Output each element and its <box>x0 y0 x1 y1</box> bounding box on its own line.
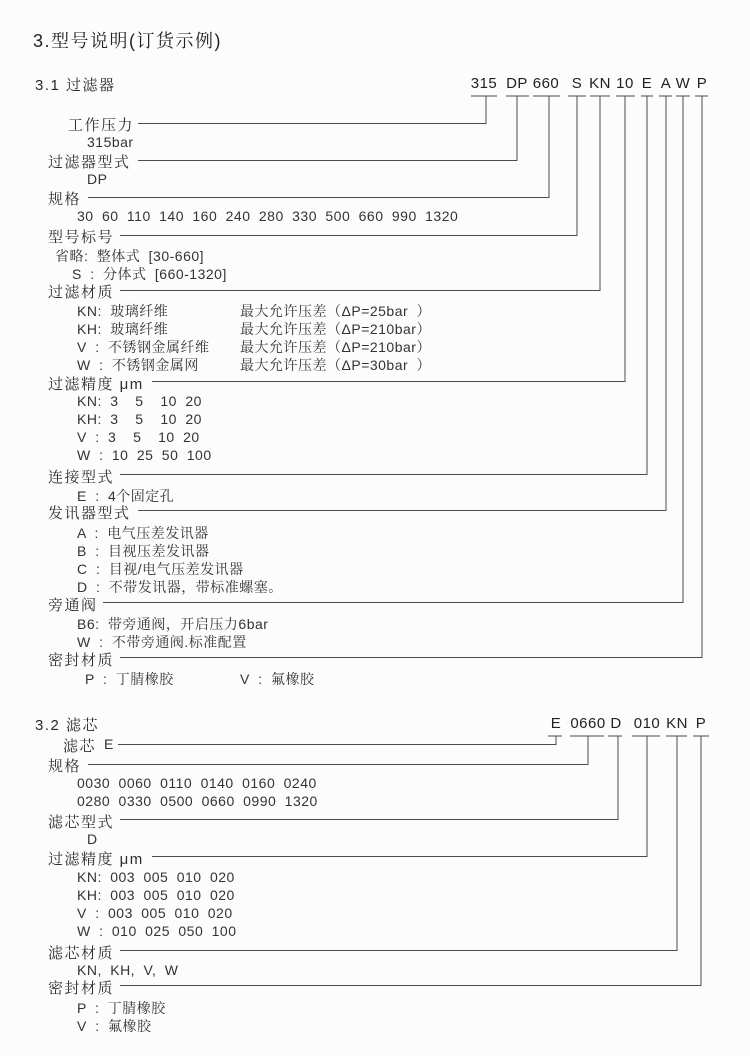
code-seg-conn: E <box>641 75 653 92</box>
code2-seg-type: D <box>610 715 622 732</box>
code2-seg-size: 0660 <box>570 715 606 732</box>
value-indicator-c: C : 目视/电气压差发讯器 <box>77 561 244 577</box>
value-element-code: E <box>104 736 114 752</box>
value-element-material: KN, KH, V, W <box>77 962 179 978</box>
value-media-kn: KN: 玻璃纤维 <box>77 303 169 319</box>
value-filter-type: DP <box>87 171 108 187</box>
leader-p-seal2 <box>120 736 709 986</box>
label-connection-type: 连接型式 <box>48 469 115 486</box>
value-element-type: D <box>87 831 98 847</box>
value-rating-v: V : 3 5 10 20 <box>77 429 200 445</box>
leader-e-element <box>118 736 562 745</box>
code-seg-mark: S <box>571 75 583 92</box>
code2-seg-rating: 010 <box>633 715 661 732</box>
leader-660-size <box>88 96 560 198</box>
value-rating-w: W : 10 25 50 100 <box>77 447 212 463</box>
label-element-rating: 过滤精度 μm <box>48 851 144 868</box>
value-connection-e: E : 4个固定孔 <box>77 488 175 504</box>
label-model-mark: 型号标号 <box>48 229 115 246</box>
value-working-pressure: 315bar <box>87 134 134 150</box>
value-element-rating-kn: KN: 003 005 010 020 <box>77 869 235 885</box>
value-media-v: V : 不锈钢金属纤维 <box>77 339 210 355</box>
value-media-w: W : 不锈钢金属网 <box>77 357 199 373</box>
code-seg-type: DP <box>506 75 528 92</box>
leader-315-pressure <box>138 96 497 124</box>
leader-dp-type <box>138 96 529 161</box>
value-element-seal-p: P : 丁腈橡胶 <box>77 1000 166 1016</box>
value-bypass-b6: B6: 带旁通阀，开启压力6bar <box>77 616 269 632</box>
value-seal-v: V : 氟橡胶 <box>240 671 315 687</box>
leader-0660-size <box>88 736 604 765</box>
code2-seg-material: KN <box>666 715 688 732</box>
value-mark-opt2: S : 分体式 [660-1320] <box>72 266 227 282</box>
code2-seg-seal: P <box>695 715 707 732</box>
code-seg-seal: P <box>696 75 708 92</box>
value-element-size-1: 0030 0060 0110 0140 0160 0240 <box>77 775 317 791</box>
code2-seg-element: E <box>550 715 562 732</box>
code-seg-bypass: W <box>675 75 691 92</box>
value-media-v-note: 最大允许压差（ΔP=210bar） <box>240 339 431 355</box>
value-seal-p: P : 丁腈橡胶 <box>85 671 174 687</box>
label-element-size: 规格 <box>48 758 82 775</box>
label-size: 规格 <box>48 191 82 208</box>
value-indicator-b: B : 目视压差发讯器 <box>77 543 210 559</box>
code-seg-size: 660 <box>532 75 560 92</box>
label-filtration-rating: 过滤精度 μm <box>48 376 144 393</box>
code-seg-media: KN <box>589 75 611 92</box>
value-media-w-note: 最大允许压差（ΔP=30bar ） <box>240 357 432 373</box>
value-element-rating-v: V : 003 005 010 020 <box>77 905 233 921</box>
section-2-heading: 3.2 滤芯 <box>35 717 100 734</box>
label-element-type: 滤芯型式 <box>48 814 115 831</box>
label-indicator-type: 发讯器型式 <box>48 505 131 522</box>
value-rating-kn: KN: 3 5 10 20 <box>77 393 202 409</box>
page-title: 3.型号说明(订货示例) <box>33 31 222 51</box>
value-indicator-d: D : 不带发讯器，带标准螺塞。 <box>77 579 283 595</box>
section-1-heading: 3.1 过滤器 <box>35 77 116 94</box>
value-mark-opt1: 省略: 整体式 [30-660] <box>55 248 205 264</box>
label-seal-material: 密封材质 <box>48 652 115 669</box>
value-element-size-2: 0280 0330 0500 0660 0990 1320 <box>77 793 318 809</box>
value-media-kn-note: 最大允许压差（ΔP=25bar ） <box>240 303 432 319</box>
code-seg-indicator: A <box>660 75 672 92</box>
value-rating-kh: KH: 3 5 10 20 <box>77 411 202 427</box>
code-seg-rating: 10 <box>616 75 634 92</box>
value-size-list: 30 60 110 140 160 240 280 330 500 660 990 1320 <box>77 208 459 224</box>
label-element: 滤芯 <box>63 738 97 755</box>
label-element-material: 滤芯材质 <box>48 945 115 962</box>
label-working-pressure: 工作压力 <box>68 117 135 134</box>
value-indicator-a: A : 电气压差发讯器 <box>77 525 209 541</box>
label-filter-type: 过滤器型式 <box>48 154 131 171</box>
value-media-kh: KH: 玻璃纤维 <box>77 321 169 337</box>
value-bypass-w: W : 不带旁通阀.标准配置 <box>77 634 247 650</box>
code-seg-pressure: 315 <box>470 75 498 92</box>
value-media-kh-note: 最大允许压差（ΔP=210bar） <box>240 321 431 337</box>
value-element-seal-v: V : 氟橡胶 <box>77 1018 152 1034</box>
value-element-rating-w: W : 010 025 050 100 <box>77 923 237 939</box>
label-filter-media: 过滤材质 <box>48 284 115 301</box>
label-bypass-valve: 旁通阀 <box>48 597 98 614</box>
label-element-seal: 密封材质 <box>48 980 115 997</box>
value-element-rating-kh: KH: 003 005 010 020 <box>77 887 235 903</box>
